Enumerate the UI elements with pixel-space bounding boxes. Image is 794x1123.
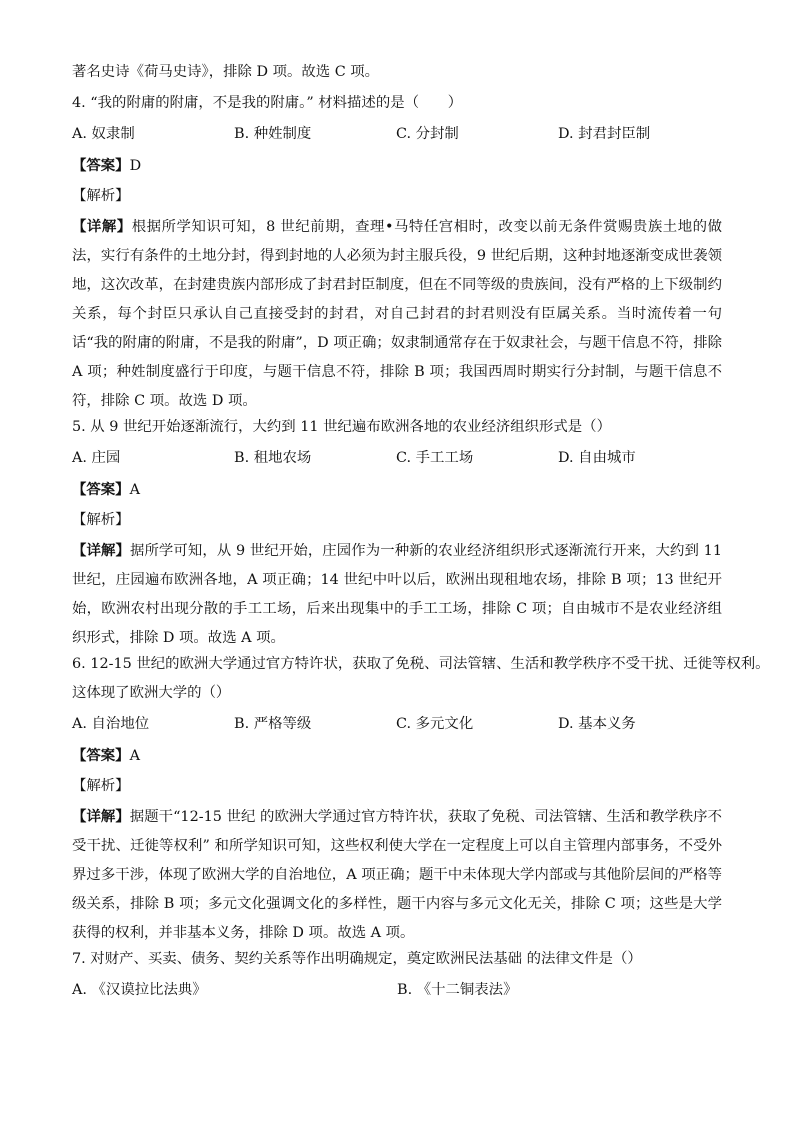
question-stem: 4. “我的附庸的附庸，不是我的附庸。” 材料描述的是（ ） [72, 95, 463, 111]
detail-text: 据题干“12-15 世纪 的欧洲大学通过官方特许状，获取了免税、司法管辖、生活和教学秩序不受干扰、迁徙等权利” 和所学知识可知，这些权利使大学在一定程度上可以自主管理内部事务，不受外界过多干涉，体现了欧洲大学的自治地位，A 项正确；题干中未体现大学内部或与其他阶层间的严格等级关系，排除 B 项；多元文化强调文化的多样性，题干内容与多元文化无关，排除 C 项；这些是大学获得的权利，并非基本义务，排除 D 项。故选 A 项。 [72, 809, 722, 941]
answer-value: A [129, 482, 140, 498]
document-page [72, 62, 770, 1011]
option-a: A. 《汉谟拉比法典》 [72, 982, 207, 998]
answer-value: A [129, 748, 140, 764]
answer-value: D [129, 158, 142, 174]
detail-text: 根据所学知识可知，8 世纪前期，查理•马特任宫相时，改变以前无条件赏赐贵族土地的做法，实行有条件的土地分封，得到封地的人必须为封主服兵役，9 世纪后期，这种封地逐渐变成世袭领地，这次改革，在封建贵族内部形成了封君封臣制度，但在不同等级的贵族间，没有严格的上下级制约关系，每个封臣只承认自己直接受封的封君，对自己封君的封君则没有臣属关系。当时流传着一句话“我的附庸的附庸，不是我的附庸”，D 项正确；奴隶制通常存在于奴隶社会，与题干信息不符，排除 A 项；种姓制度盛行于印度，与题干信息不符，排除 B 项；我国西周时期实行分封制，与题干信息不符，排除 C 项。故选 D 项。 [72, 219, 722, 409]
answer-label: 【答案】 [72, 157, 130, 174]
question-stem: 7. 对财产、买卖、债务、契约关系等作出明确规定，奠定欧洲民法基础 的法律文件是（） [72, 951, 642, 967]
question-4 [72, 93, 722, 416]
option-b: B. 严格等级 [234, 716, 312, 732]
option-c: C. 手工工场 [396, 450, 474, 466]
detail-label: 【详解】 [72, 808, 130, 825]
option-b: B. 租地农场 [234, 450, 312, 466]
option-list [72, 980, 722, 1001]
question-7 [72, 949, 722, 1001]
answer-label: 【答案】 [72, 747, 130, 764]
detail-text: 据所学可知，从 9 世纪开始，庄园作为一种新的农业经济组织形式逐渐流行开来，大约到 11 世纪，庄园遍布欧洲各地，A 项正确；14 世纪中叶以后，欧洲出现租地农场，排除 B 项；13 世纪开始，欧洲农村出现分散的手工工场，后来出现集中的手工工场，排除 C 项；自由城市不是农业经济组织形式，排除 D 项。故选 A 项。 [72, 543, 722, 646]
question-stem: 5. 从 9 世纪开始逐渐流行，大约到 11 世纪遍布欧洲各地的农业经济组织形式是（） [72, 419, 611, 435]
analysis-label: 【解析】 [72, 778, 130, 794]
question-5 [72, 417, 722, 653]
analysis-label: 【解析】 [72, 512, 130, 528]
option-c: C. 多元文化 [396, 716, 474, 732]
option-b: B. 《十二铜表法》 [397, 982, 518, 998]
detail-label: 【详解】 [72, 218, 132, 235]
detail-paragraph [72, 802, 722, 948]
continued-text: 著名史诗《荷马史诗》，排除 D 项。故选 C 项。 [72, 64, 380, 80]
option-list [72, 448, 722, 469]
question-stem-line-2: 这体现了欧洲大学的（） [72, 685, 231, 701]
option-list [72, 124, 722, 145]
option-d: D. 封君封臣制 [558, 126, 651, 142]
question-stem-line-1: 6. 12-15 世纪的欧洲大学通过官方特许状，获取了免税、司法管辖、生活和教学秩序不受干扰、迁徙等权利。 [72, 656, 770, 672]
answer-line [72, 155, 722, 176]
answer-line [72, 745, 722, 766]
analysis-label: 【解析】 [72, 188, 130, 204]
option-a: A. 奴隶制 [72, 126, 135, 142]
option-a: A. 自治地位 [72, 716, 150, 732]
detail-paragraph [72, 212, 722, 416]
answer-line [72, 479, 722, 500]
option-d: D. 基本义务 [558, 716, 636, 732]
option-list [72, 714, 722, 735]
option-c: C. 分封制 [396, 126, 459, 142]
answer-label: 【答案】 [72, 481, 130, 498]
detail-label: 【详解】 [72, 542, 130, 559]
option-d: D. 自由城市 [558, 450, 636, 466]
option-a: A. 庄园 [72, 450, 121, 466]
question-6 [72, 654, 770, 948]
detail-paragraph [72, 536, 722, 653]
option-b: B. 种姓制度 [234, 126, 312, 142]
